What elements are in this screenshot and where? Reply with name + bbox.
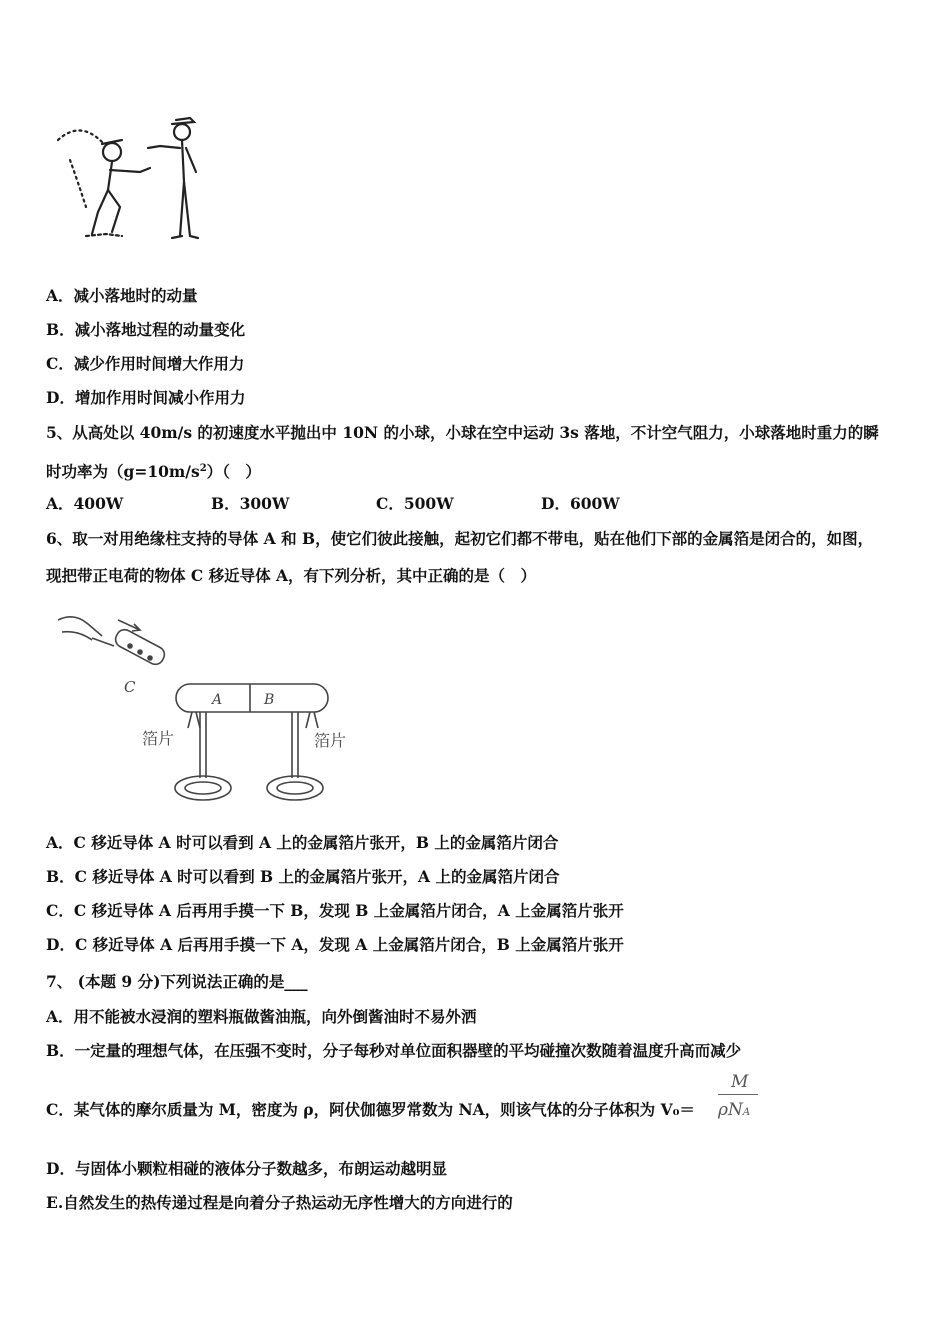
q6-option-b: B．C 移近导体 A 时可以看到 B 上的金属箔片张开，A 上的金属箔片闭合 <box>46 867 560 886</box>
q5-stem-line2-sup: 2 <box>199 463 207 474</box>
q5-stem-line2-post: ）（ ） <box>206 462 261 482</box>
q5-option-d: D．600W <box>541 494 620 513</box>
q7-volume-fraction <box>718 1074 762 1126</box>
q7-option-e: E.自然发生的热传递过程是向着分子热运动无序性增大的方向进行的 <box>46 1193 513 1212</box>
q6-option-a: A．C 移近导体 A 时可以看到 A 上的金属箔片张开，B 上的金属箔片闭合 <box>46 833 559 852</box>
jumping-figures-illustration <box>50 112 220 247</box>
label-foil-left: 箔片 <box>142 729 175 748</box>
q7-option-c: C．某气体的摩尔质量为 M，密度为 ρ，阿伏伽德罗常数为 NA，则该气体的分子体积为 V₀＝ <box>46 1100 695 1119</box>
q5-option-b: B．300W <box>211 494 290 513</box>
q7-option-b: B．一定量的理想气体，在压强不变时，分子每秒对单位面积器壁的平均碰撞次数随着温度升高而减少 <box>46 1041 742 1060</box>
q6-option-d: D．C 移近导体 A 后再用手摸一下 A，发现 A 上金属箔片闭合，B 上金属箔片张开 <box>46 935 624 954</box>
label-foil-right: 箔片 <box>314 731 347 750</box>
q4-option-b: B．减小落地过程的动量变化 <box>46 320 246 339</box>
q5-stem-line1: 5、从高处以 40m/s 的初速度水平抛出中 10N 的小球，小球在空中运动 3s 落地，不计空气阻力，小球落地时重力的瞬 <box>46 423 879 442</box>
q5-option-a: A．400W <box>46 494 124 513</box>
q7-title: 7、 (本题 9 分)下列说法正确的是___ <box>46 972 308 991</box>
q6-stem-line2: 现把带正电荷的物体 C 移近导体 A，有下列分析，其中正确的是（ ） <box>46 566 537 585</box>
conductor-ab <box>176 684 328 712</box>
q7-option-d: D．与固体小颗粒相碰的液体分子数越多，布朗运动越明显 <box>46 1159 447 1178</box>
q5-option-c: C．500W <box>376 494 454 513</box>
label-b: B <box>264 692 275 708</box>
label-a: A <box>212 692 223 708</box>
q5-stem-line2 <box>46 459 261 482</box>
conductor-apparatus-figure <box>48 608 368 823</box>
q5-stem-line2-pre: 时功率为（g=10m/s <box>46 462 200 482</box>
charged-rod-c <box>113 627 167 667</box>
fraction-bar <box>718 1094 758 1095</box>
q7-option-a: A．用不能被水浸润的塑料瓶做酱油瓶，向外倒酱油时不易外洒 <box>46 1007 477 1026</box>
fraction-denominator <box>718 1100 750 1120</box>
q4-option-d: D．增加作用时间减小作用力 <box>46 388 246 407</box>
fraction-denominator-main: ρN <box>718 1100 743 1120</box>
fraction-numerator: M <box>731 1072 749 1092</box>
q6-option-c: C．C 移近导体 A 后再用手摸一下 B，发现 B 上金属箔片闭合，A 上金属箔片张开 <box>46 901 624 920</box>
fraction-denominator-sub: A <box>742 1107 751 1118</box>
q6-stem-line1: 6、取一对用绝缘柱支持的导体 A 和 B，使它们彼此接触，起初它们都不带电，贴在他们下部的金属箔是闭合的，如图， <box>46 529 874 548</box>
q4-option-c: C．减少作用时间增大作用力 <box>46 354 245 373</box>
label-c: C <box>124 678 136 696</box>
q5-options <box>46 494 746 514</box>
q4-option-a: A．减小落地时的动量 <box>46 286 198 305</box>
